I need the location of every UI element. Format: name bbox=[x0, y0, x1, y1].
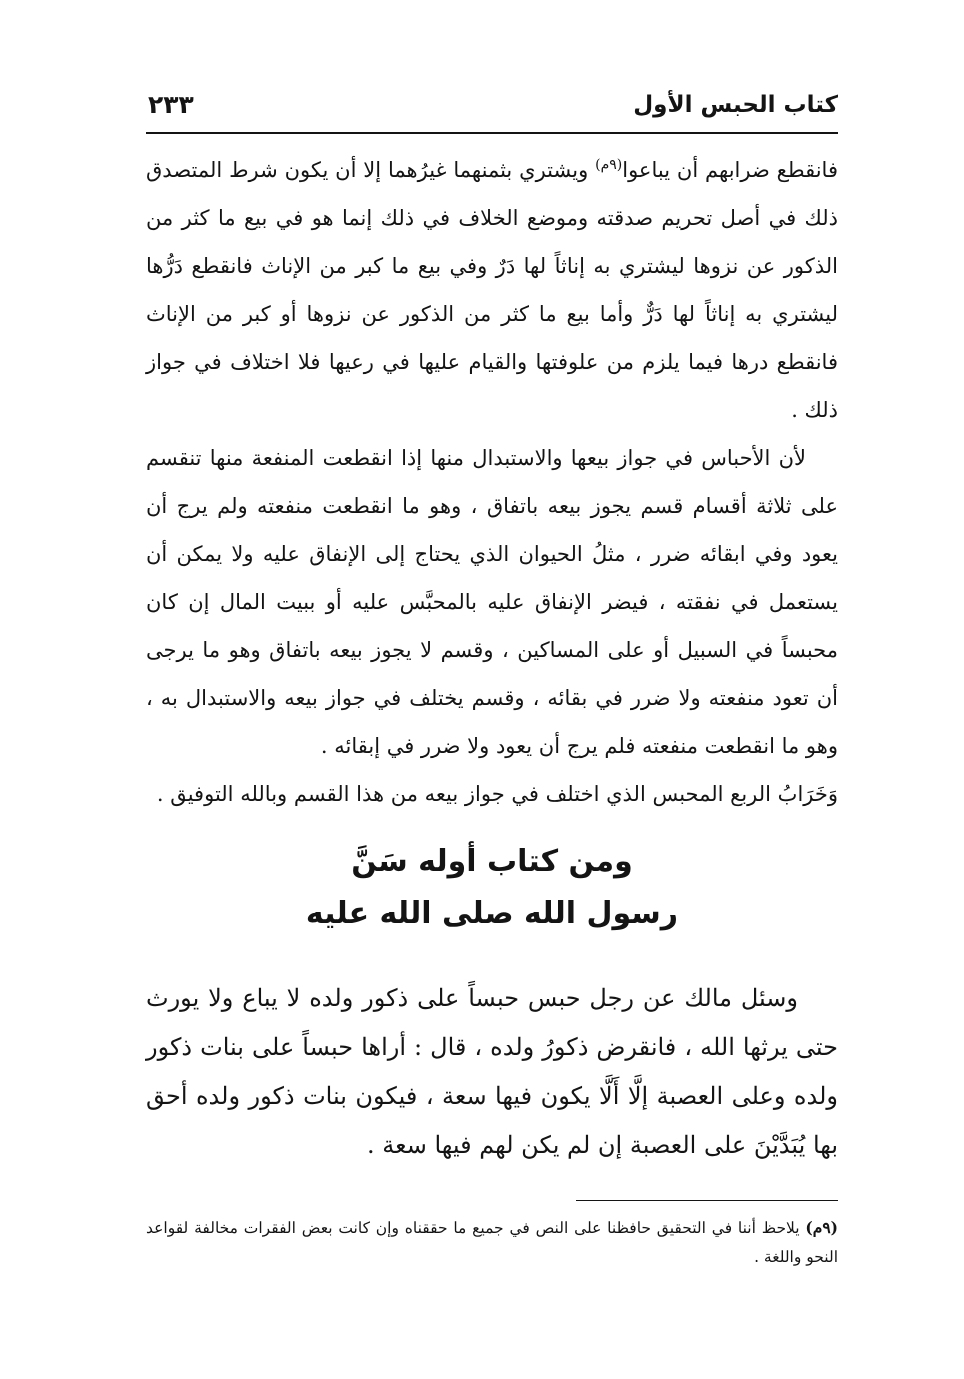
page-number: ٢٣٣ bbox=[148, 90, 194, 119]
paragraph-3: وَخَرَابُ الربع المحبس الذي اختلف في جواز بيعه من هذا القسم وبالله التوفيق . bbox=[156, 782, 838, 806]
header-divider bbox=[146, 132, 838, 134]
paragraph-2: لأن الأحباس في جواز بيعها والاستبدال منها إذا انقطعت المنفعة منها تنقسم على ثلاثة أقسام قسم يجوز بيعه باتفاق ، وهو ما انقطعت منفعته ولم يرج أن يعود وفي ابقائه ضرر ، مثلُ الحيوان الذي يحتاج إلى الإنفاق عليه ولا يمكن أن يستعمل في نفقته ، فيضر الإنفاق عليه بالمحبَّس عليه أو ببيت المال إن كان محبساً في السبيل أو على المساكين ، وقسم لا يجوز بيعه باتفاق وهو ما يرجى أن تعود منفعته ولا ضرر في بقائه ، وقسم يختلف في جواز بيعه والاستبدال به ، وهو ما انقطعت منفعته فلم يرج أن يعود ولا ضرر في إبقائه . bbox=[146, 446, 838, 758]
footnote-mark: (٩م) bbox=[805, 1218, 838, 1237]
main-text bbox=[146, 146, 838, 1272]
footnote-text: يلاحظ أننا في التحقيق حافظنا على النص في جميع ما حققناه وإن كانت بعض الفقرات مخالفة لقواعد النحو واللغة . bbox=[146, 1219, 838, 1266]
paragraph-1 bbox=[146, 146, 838, 434]
section-heading bbox=[146, 836, 838, 940]
book-page bbox=[146, 86, 838, 1306]
page-header bbox=[146, 86, 838, 132]
section-heading-line-2: رسول الله صلى الله عليه bbox=[305, 896, 679, 931]
paragraph-1-rest: ويشتري بثمنهما غيرُهما إلا أن يكون شرط المتصدق ذلك في أصل تحريم صدقته وموضع الخلاف في ذلك إنما هو في بيع ما كثر من الذكور عن نزوها ليشتري به إناثاً لها دَرٌ وفي بيع ما كبر من الإناث فانقطع دَرُّها ليشتري به إناثاً لها دَرٌّ وأما بيع ما كثر من الذكور عن نزوها أو كبر من الإناث فانقطع درها فيما يلزم من علوفتها والقيام عليها في رعيها فلا اختلاف في جواز ذلك . bbox=[146, 158, 838, 422]
running-title: كتاب الحبس الأول bbox=[633, 92, 838, 118]
footnote bbox=[146, 1213, 838, 1272]
footnote-divider bbox=[576, 1200, 838, 1201]
section-heading-line-1: ومن كتاب أوله سَنَّ bbox=[351, 844, 633, 879]
section-paragraph: وسئل مالك عن رجل حبس حبساً على ذكور ولده لا يباع ولا يورث حتى يرثها الله ، فانقرض ذكورُ ولده ، قال : أراها حبساً على بنات ذكور ولده وعلى العصبة إلَّا أَلَّا يكون فيها سعة ، فيكون بنات ذكور ولده أحق بها يُبَدَّيْنَ على العصبة إن لم يكن لهم فيها سعة . bbox=[146, 984, 838, 1159]
footnote-reference: (٩م) bbox=[595, 157, 623, 173]
paragraph-1-start: فانقطع ضرابهم أن يباعوا bbox=[622, 158, 838, 182]
